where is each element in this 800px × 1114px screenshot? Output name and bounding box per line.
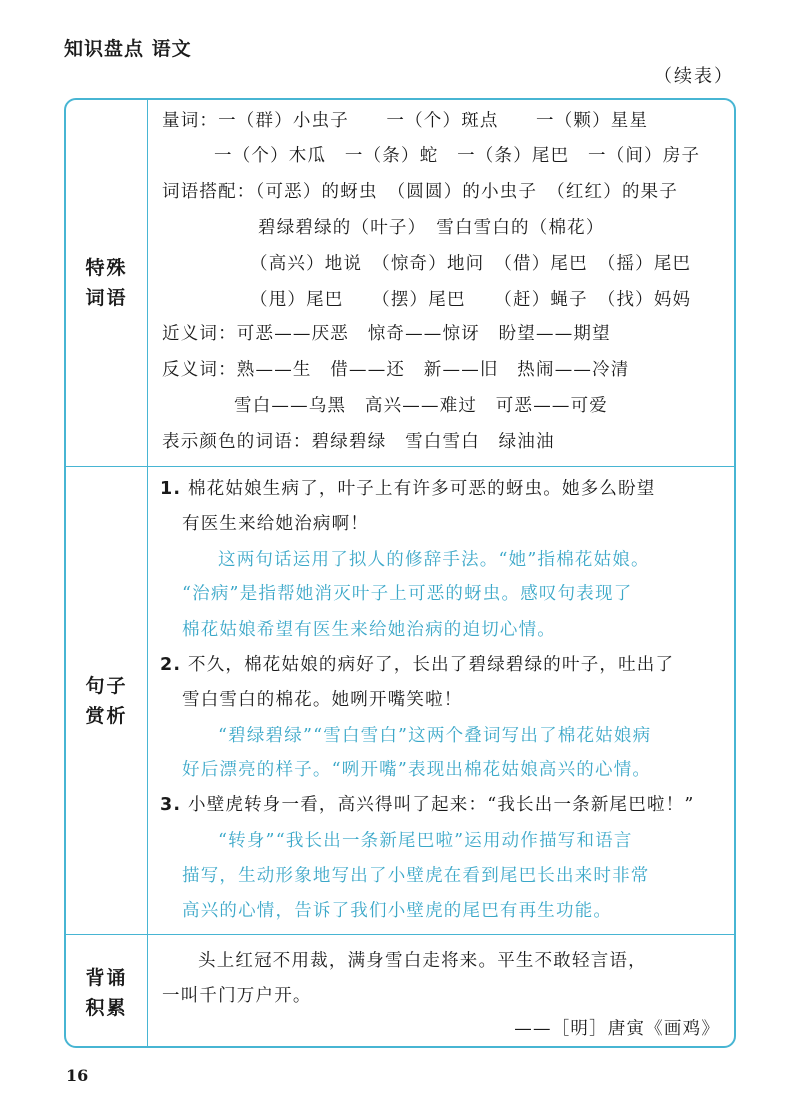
sentence-text: 雪白雪白的棉花。她咧开嘴笑啦！ <box>182 690 463 710</box>
continued-label: （续表） <box>654 66 734 87</box>
row-special-words <box>66 100 734 466</box>
text-line: （高兴）地说 （惊奇）地问 （借）尾巴 （摇）尾巴 <box>250 254 692 274</box>
item-number: 1. <box>160 479 182 499</box>
text-line: 量词：一（群）小虫子 一（个）斑点 一（颗）星星 <box>162 111 649 131</box>
label-cell-recitation <box>66 935 148 1048</box>
analysis-line: 描写，生动形象地写出了小壁虎在看到尾巴长出来时非常 <box>182 866 650 886</box>
row-label: 特殊词语 <box>85 257 128 309</box>
text-line: 碧绿碧绿的（叶子） 雪白雪白的（棉花） <box>258 218 605 238</box>
label-cell-sentences <box>66 467 148 934</box>
sentence-text: 棉花姑娘生病了，叶子上有许多可恶的蚜虫。她多么盼望 <box>188 479 656 499</box>
text-line: （甩）尾巴 （摆）尾巴 （赶）蝇子 （找）妈妈 <box>250 290 692 310</box>
sentence-text: 小壁虎转身一看，高兴得叫了起来：“我长出一条新尾巴啦！” <box>188 795 695 815</box>
poem-source: ——［明］唐寅《画鸡》 <box>514 1019 720 1039</box>
text-line: 一（个）木瓜 一（条）蛇 一（条）尾巴 一（间）房子 <box>214 146 701 166</box>
analysis-line: 棉花姑娘希望有医生来给她治病的迫切心情。 <box>182 620 556 640</box>
sentence-3 <box>160 793 695 817</box>
poem-line: 一叫千门万户开。 <box>162 986 312 1006</box>
analysis-line: 高兴的心情，告诉了我们小壁虎的尾巴有再生功能。 <box>182 901 613 921</box>
row-sentences <box>66 466 734 934</box>
row-label: 句子赏析 <box>85 674 128 727</box>
content-recitation <box>148 935 734 1048</box>
row-recitation <box>66 934 734 1048</box>
analysis-line: “碧绿碧绿”“雪白雪白”这两个叠词写出了棉花姑娘病 <box>218 726 652 746</box>
item-number: 2. <box>160 655 182 675</box>
text-line: 反义词：熟——生 借——还 新——旧 热闹——冷清 <box>162 360 630 380</box>
sentence-text: 有医生来给她治病啊！ <box>182 514 369 534</box>
page-header-title: 知识盘点 语文 <box>64 38 192 60</box>
sentence-text: 不久，棉花姑娘的病好了，长出了碧绿碧绿的叶子，吐出了 <box>188 655 675 675</box>
text-line: 表示颜色的词语：碧绿碧绿 雪白雪白 绿油油 <box>162 432 555 452</box>
analysis-line: 这两句话运用了拟人的修辞手法。“她”指棉花姑娘。 <box>218 550 650 570</box>
content-special-words <box>148 100 734 466</box>
text-line: 近义词：可恶——厌恶 惊奇——惊讶 盼望——期望 <box>162 324 611 344</box>
analysis-line: “治病”是指帮她消灭叶子上可恶的蚜虫。感叹句表现了 <box>182 584 633 604</box>
text-line: 雪白——乌黑 高兴——难过 可恶——可爱 <box>234 396 608 416</box>
sentence-1 <box>160 477 656 501</box>
text-line: 词语搭配：（可恶）的蚜虫 （圆圆）的小虫子 （红红）的果子 <box>162 182 679 202</box>
knowledge-table <box>64 98 736 1048</box>
poem-line: 头上红冠不用裁，满身雪白走将来。平生不敢轻言语， <box>198 951 647 971</box>
analysis-line: “转身”“我长出一条新尾巴啦”运用动作描写和语言 <box>218 831 633 851</box>
sentence-2 <box>160 653 674 677</box>
content-sentences <box>148 467 734 934</box>
label-cell-special-words <box>66 100 148 466</box>
item-number: 3. <box>160 795 182 815</box>
analysis-line: 好后漂亮的样子。“咧开嘴”表现出棉花姑娘高兴的心情。 <box>182 760 652 780</box>
page-number: 16 <box>66 1066 89 1085</box>
row-label: 背诵积累 <box>85 966 128 1019</box>
